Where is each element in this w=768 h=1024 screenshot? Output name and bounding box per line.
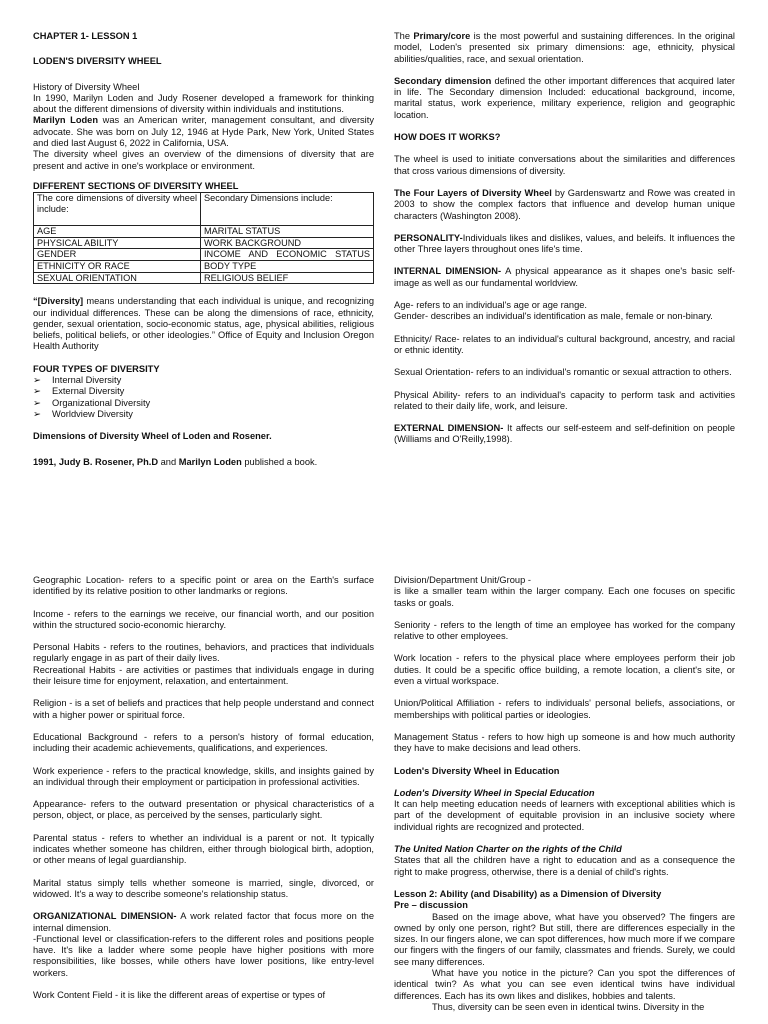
ethnicity-definition: Ethnicity/ Race- relates to an individual's cultural background, ancestry, and racial or ethnic identity. [394,333,735,355]
income-definition: Income - refers to the earnings we receive, our financial worth, and our position within the structured socio-economic hierarchy. [33,608,374,630]
diversity-term: “[Diversity] [33,296,84,307]
page1-left-column [33,31,374,479]
lesson2-heading: Lesson 2: Ability (and Disability) as a Dimension of Diversity [394,888,662,899]
pre-discussion-heading: Pre – discussion [394,900,468,911]
secondary-text: defined the other important differences that acquired later in life. The Secondary dimension Included: educational background, income, marital status, work experience, military experience, religion and geographic location. [394,75,735,120]
table-cell: AGE [34,226,201,238]
table-cell: ETHNICITY OR RACE [34,261,201,273]
loden-name: Marilyn Loden [33,115,99,126]
table-header-row [34,193,374,226]
primary-paragraph [394,31,735,65]
four-types-list [33,375,374,420]
diversity-quote-text: means understanding that each individual is unique, and recognizing our individual differences. These can be along the dimensions of race, ethnicity, gender, sexual orientation, socio-economic status, age, physical abilities, religious beliefs, political beliefs, or other ideologies.” Office of Equity and Inclusion Oregon Health Authority [33,296,374,352]
age-definition: Age- refers to an individual's age or age range. [394,300,587,311]
publication-author-2: Marilyn Loden [178,456,242,467]
arrow-bullet-icon: ➢ [33,397,41,408]
physical-definition: Physical Ability- refers to an individual's capacity to perform task and activities related to their daily life, work, and leisure. [394,389,735,411]
list-item-label: Internal Diversity [52,375,122,386]
division-text: is like a smaller team within the larger company. Each one focuses on specific tasks or goals. [394,586,735,608]
discussion-paragraph-2: What have you notice in the picture? Can you spot the differences of identical twin? As what you can see even identical twins have individual differences. Each has its own likes and dislikes, hobbies and talents. [394,968,735,1001]
table-cell: WORK BACKGROUND [201,237,374,249]
discussion-paragraph-1: Based on the image above, what have you observed? The fingers are owned by only one person, right? But still, there are differences especially in the sizes. In our fingers alone, we can spot differences, how much more if we compare our fingers with the fingers of our family, classmates and friends. Surely, we could see many differences. [394,911,735,967]
primary-text: is the most powerful and sustaining differences. In the original model, Loden's presented six primary dimensions: age, ethnicity, physical abilities/qualities, race, and sexual orientation. [394,31,735,64]
publication-note [33,457,374,468]
secondary-term: Secondary dimension [394,75,492,86]
how-text: The wheel is used to initiate conversations about the similarities and differences that cross various dimensions of diversity. [394,154,735,176]
organizational-paragraph [33,911,374,934]
publication-author-1: 1991, Judy B. Rosener, Ph.D [33,456,159,467]
special-ed-text: It can help meeting education needs of learners with exceptional abilities which is part of the development of equitable provision in an inclusive society where individual rights are recognized and protected. [394,799,735,832]
dimensions-table [33,192,374,284]
page2-left-column [33,575,374,1012]
table-cell: BODY TYPE [201,261,374,273]
loden-bio-text: was an American writer, management consultant, and diversity advocate. She was born on July 12, 1946 at Hyde Park, New York, United States and died last August 6, 2022 in California, USA. [33,115,374,149]
internal-term: INTERNAL DIMENSION- [394,266,502,277]
diversity-quote [33,296,374,352]
how-heading: HOW DOES IT WORKS? [394,132,501,143]
four-types-heading: FOUR TYPES OF DIVERSITY [33,363,160,374]
education-definition: Educational Background - refers to a person's history of formal education, including their academic achievements, qualifications, and experiences. [33,731,374,754]
un-charter-text: States that all the children have a right to education and as a consequence the right to make progress, otherwise, there is a denial of child's rights. [394,855,735,877]
external-term: EXTERNAL DIMENSION- [394,423,504,434]
arrow-bullet-icon: ➢ [33,375,41,386]
organizational-term: ORGANIZATIONAL DIMENSION- [33,911,177,922]
organizational-text: A work related factor that focus more on the internal dimension. [33,911,375,933]
functional-definition: -Functional level or classification-refers to the different roles and positions people have. It's like a ladder where some people have higher positions with more responsibilities, like bosses, while others have lower positions, like entry-level workers. [33,933,374,978]
loden-bio [33,115,374,149]
list-item-label: Organizational Diversity [52,397,151,408]
work-location-definition: Work location - refers to the physical place where employees perform their job duties. It could be a specific office building, a remote location, a client's site, or even a virtual workspace. [394,653,735,687]
personality-paragraph [394,233,735,256]
education-heading: Loden's Diversity Wheel in Education [394,765,560,776]
chapter-label: CHAPTER 1- LESSON 1 [33,31,138,41]
personality-text: Individuals likes and dislikes, values, and beleifs. It influences the other Three layers throughout ones life's time. [394,232,735,255]
work-content-definition: Work Content Field - it is like the different areas of expertise or types of [33,990,326,1001]
personal-habits-definition: Personal Habits - refers to the routines, behaviors, and practices that individuals regularly engage in as part of their daily lives. [33,642,374,664]
appearance-definition: Appearance- refers to the outward presentation or physical characteristics of a person, object, or place, as perceived by the senses, particularly sight. [33,799,374,821]
publication-and: and [158,456,179,467]
geographic-definition: Geographic Location- refers to a specific point or area on the Earth's surface identified by its relative position to other landmarks or regions. [33,575,374,597]
table-cell: RELIGIOUS BELIEF [201,272,374,284]
list-item [33,398,374,409]
religion-definition: Religion - is a set of beliefs and practices that help people understand and connect with a higher power or spiritual force. [33,698,374,720]
internal-text: A physical appearance as it shapes one's basic self-image as well as our fundamental worldview. [394,266,736,288]
page2-right-column [394,575,735,1013]
primary-term: Primary/core [413,31,471,41]
table-row [34,272,374,284]
table-cell: MARITAL STATUS [201,226,374,238]
marital-definition: Marital status simply tells whether someone is married, single, divorced, or widowed. It's a way to describe someone's relationship status. [33,877,374,899]
sections-heading: DIFFERENT SECTIONS OF DIVERSITY WHEEL [33,180,239,191]
table-row [34,249,374,261]
four-layers-paragraph [394,188,735,222]
list-item [33,409,374,420]
four-layers-text: by Gardenswartz and Rowe was created in 2003 to show the complex factors that influence and develop human unique characters (Washington 2008). [394,187,736,221]
orientation-definition: Sexual Orientation- refers to an individual's romantic or sexual attraction to others. [394,367,732,378]
arrow-bullet-icon: ➢ [33,386,41,397]
parental-definition: Parental status - refers to whether an individual is a parent or not. It typically indicates whether someone has children, either through biological birth, adoption, or other means of legal guardianship. [33,832,374,866]
list-item [33,386,374,397]
internal-paragraph [394,266,735,289]
seniority-definition: Seniority - refers to the length of time an employee has worked for the company relative to other employees. [394,619,735,642]
management-definition: Management Status - refers to how high up someone is and how much authority they have to make decisions and lead others. [394,731,735,754]
external-text: It affects our self-esteem and self-definition on people (Williams and O'Reilly,1998). [394,423,735,445]
discussion-paragraph-3: Thus, diversity can be seen even in identical twins. Diversity in the [432,1001,705,1012]
work-experience-definition: Work experience - refers to the practical knowledge, skills, and insights gained by an individual through their employment or participation in professional activities. [33,765,374,787]
history-heading: History of Diversity Wheel [33,81,140,92]
table-row [34,261,374,273]
arrow-bullet-icon: ➢ [33,408,41,419]
personality-term: PERSONALITY- [394,232,463,243]
dimensions-heading: Dimensions of Diversity Wheel of Loden and Rosener. [33,431,272,442]
list-item [33,375,374,386]
table-cell: INCOME AND ECONOMIC STATUS [201,249,374,261]
table-row [34,226,374,238]
table-row [34,237,374,249]
table-header-secondary: Secondary Dimensions include: [201,193,374,226]
union-definition: Union/Political Affiliation - refers to individuals' personal beliefs, associations, or memberships with political parties or ideologies. [394,698,735,720]
wheel-overview: The diversity wheel gives an overview of the dimensions of diversity that are present and active in one's workplace or environment. [33,149,374,171]
primary-pre: The [394,31,414,41]
page1-right-column [394,31,735,457]
table-header-core: The core dimensions of diversity wheel include: [34,193,201,226]
table-cell: SEXUAL ORIENTATION [34,272,201,284]
table-cell: PHYSICAL ABILITY [34,237,201,249]
table-cell: GENDER [34,249,201,261]
secondary-paragraph [394,76,735,121]
history-text: In 1990, Marilyn Loden and Judy Rosener developed a framework for thinking about the different dimensions of diversity within individuals and institutions. [33,92,374,115]
four-layers-term: The Four Layers of Diversity Wheel [394,187,552,198]
recreational-habits-definition: Recreational Habits - are activities or pastimes that individuals engage in during their leisure time for enjoyment, relaxation, and entertainment. [33,664,374,687]
publication-rest: published a book. [241,456,318,467]
external-paragraph [394,423,735,446]
gender-definition: Gender- describes an individual's identification as male, female or non-binary. [394,311,713,322]
list-item-label: External Diversity [52,386,125,397]
special-ed-heading: Loden's Diversity Wheel in Special Education [394,787,595,798]
page-title: LODEN'S DIVERSITY WHEEL [33,56,162,67]
list-item-label: Worldview Diversity [52,408,133,419]
division-title: Division/Department Unit/Group - [394,575,531,585]
un-charter-heading: The United Nation Charter on the rights of the Child [394,844,622,855]
